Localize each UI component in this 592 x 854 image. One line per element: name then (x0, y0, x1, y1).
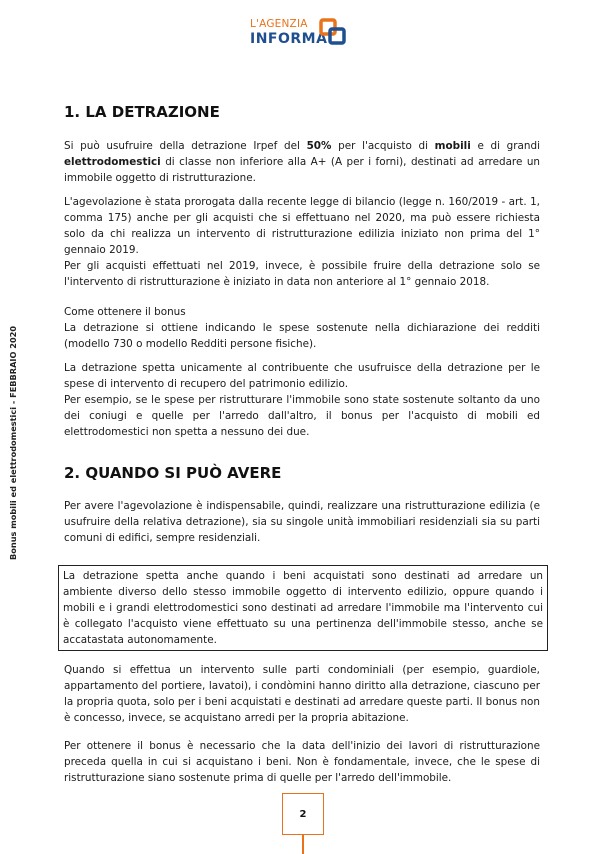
section1-paragraph1: Si può usufruire della detrazione Irpef del 50% per l'acquisto di mobili e di grandi elettrodomestici di classe non inferiore alla A+ (A per i forni), destinati ad arredare un immobile oggetto di ristrutturazione. (64, 140, 540, 184)
section2-paragraph1: Per avere l'agevolazione è indispensabile, quindi, realizzare una ristrutturazione edilizia (e usufruire della relativa detrazione), sia su singole unità immobiliari residenziali sia su parti comuni di edifici, sempre residenziali. (64, 500, 540, 544)
agenzia-informa-logo (250, 14, 350, 56)
logo-line1: L'AGENZIA (250, 18, 308, 30)
section1-paragraph5: La detrazione spetta unicamente al contribuente che usufruisce della detrazione per le spese di intervento di recupero del patrimonio edilizio. (64, 362, 540, 390)
sidebar-document-title: Bonus mobili ed elettrodomestici - FEBBRAIO 2020 (8, 325, 18, 560)
section1-paragraph2: L'agevolazione è stata prorogata dalla recente legge di bilancio (legge n. 160/2019 - art. 1, comma 175) anche per gli acquisti che si effettuano nel 2020, ma può essere richiesta solo da chi realizza un intervento di ristrutturazione edilizia iniziato non prima del 1° gennaio 2019. (64, 196, 540, 256)
page-number: 2 (299, 808, 307, 820)
section1-paragraph3: Per gli acquisti effettuati nel 2019, invece, è possibile fruire della detrazione solo se l'intervento di ristrutturazione è iniziato in data non anteriore al 1° gennaio 2018. (64, 260, 540, 288)
section1-subhead: Come ottenere il bonus (64, 306, 186, 318)
page-number-box (282, 793, 324, 835)
section2-paragraph2: Quando si effettua un intervento sulle parti condominiali (per esempio, guardiole, appartamento del portiere, lavatoi), i condòmini hanno diritto alla detrazione, ciascuno per la propria quota, solo per i beni acquistati e destinati ad arredare queste parti. Il bonus non è concesso, invece, se acquistano arredi per la propria abitazione. (64, 664, 540, 724)
logo-mark-icon (318, 16, 348, 46)
section2-paragraph3: Per ottenere il bonus è necessario che la data dell'inizio dei lavori di ristrutturazione preceda quella in cui si acquistano i beni. Non è fondamentale, invece, che le spese di ristrutturazione siano sostenute prima di quelle per l'arredo dell'immobile. (64, 740, 540, 784)
section1-paragraph4: La detrazione si ottiene indicando le spese sostenute nella dichiarazione dei redditi (modello 730 o modello Redditi persone fisiche). (64, 322, 540, 350)
section1-title: 1. LA DETRAZIONE (64, 103, 220, 121)
highlight-box: La detrazione spetta anche quando i beni acquistati sono destinati ad arredare un ambiente diverso dello stesso immobile oggetto di intervento edilizio, oppure quando i mobili e i grandi elettrodomestici sono destinati ad arredare l'immobile ma l'intervento cui è collegato l'acquisto viene effettuato su una pertinenza dell'immobile stesso, anche se accatastata autonomamente. (58, 565, 548, 651)
section1-paragraph6: Per esempio, se le spese per ristrutturare l'immobile sono state sostenute soltanto da uno dei coniugi e quelle per l'arredo dall'altro, il bonus per l'acquisto di mobili ed elettrodomestici non spetta a nessuno dei due. (64, 394, 540, 438)
logo-line2: INFORMA (250, 31, 328, 47)
page-number-tick (302, 835, 304, 854)
section2-title: 2. QUANDO SI PUÒ AVERE (64, 464, 282, 482)
